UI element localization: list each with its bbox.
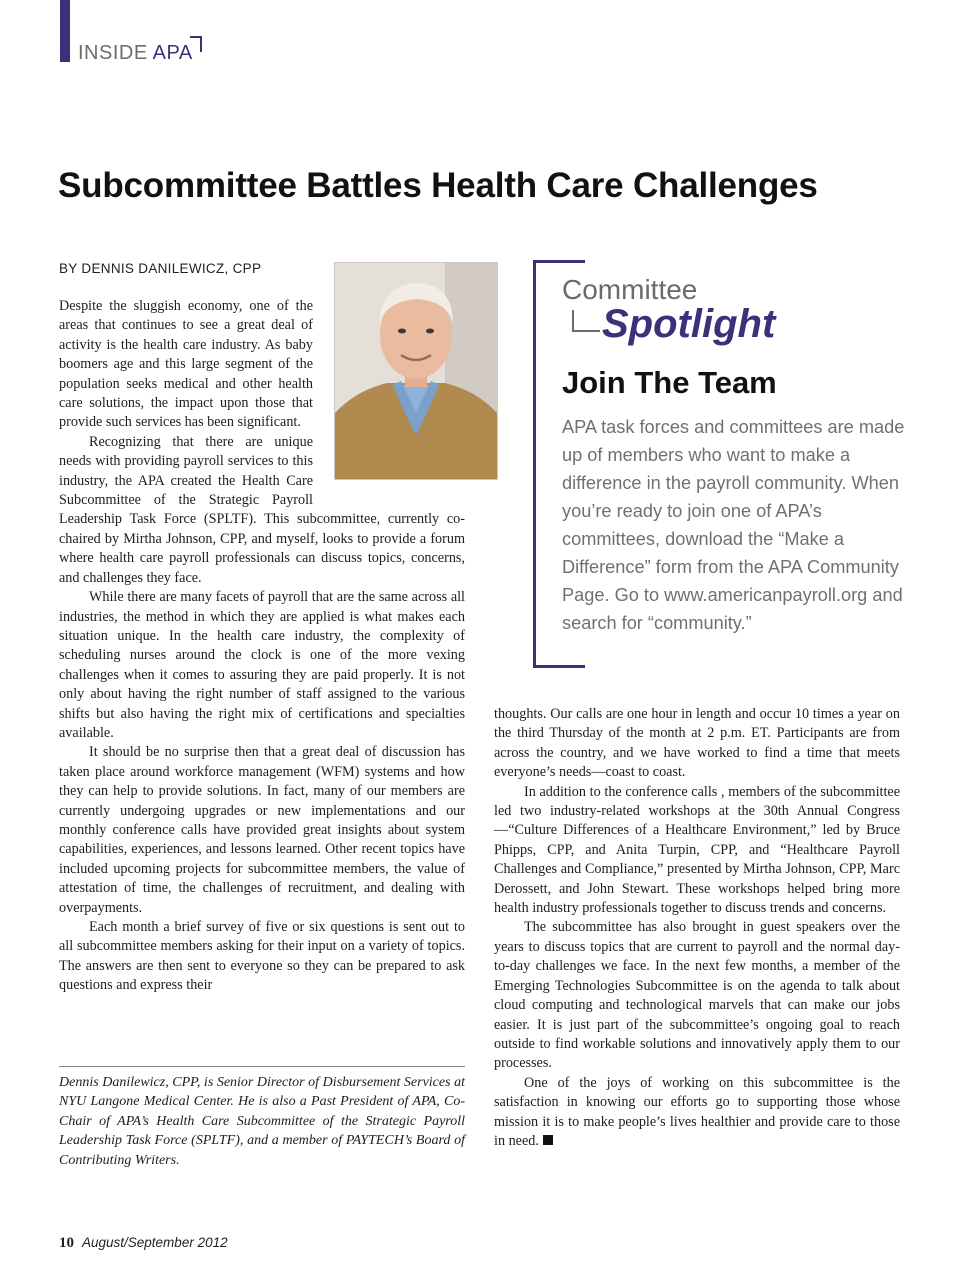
sidebar-title: Join The Team: [562, 365, 777, 400]
page-folio: [59, 1235, 228, 1252]
sidebar-kicker: Committee: [562, 274, 698, 305]
article-column-left: [59, 297, 465, 996]
article-paragraph-text: One of the joys of working on this subcommittee is the satisfaction in knowing our efforts go to supporting those whose mission it is to make people’s lives healthier and provide care to those in need.: [494, 1074, 900, 1149]
article-headline: Subcommittee Battles Health Care Challenges: [58, 166, 818, 205]
section-label-accent: APA: [152, 42, 193, 64]
sidebar-body: APA task forces and committees are made up of members who want to make a difference in the payroll community. When you’re ready to join one of APA’s committees, download the “Make a Difference” form from the APA Community Page. Go to www.americanpayroll.org and search for “community.”: [562, 417, 905, 633]
article-paragraph: The subcommittee has also brought in guest speakers over the years to discuss topics that are current to payroll and the normal day-to-day challenges we face. In the next few months, a member of the Emerging Technologies Subcommittee is on the agenda to talk about cloud computing and technological marvels that can make our jobs easier. It is just part of the subcommittee’s ongoing goal to reach outside to find workable solutions and innovatively apply them to our processes.: [494, 919, 900, 1072]
section-corner-mark: [190, 36, 202, 52]
article-paragraph-final: [494, 1074, 900, 1152]
section-accent-bar: [60, 0, 70, 62]
end-mark-icon: [543, 1135, 553, 1145]
article-column-right: [494, 705, 900, 1151]
photo-wrap-space: [313, 297, 465, 507]
article-paragraph: Recognizing that there are unique needs with providing payroll services to this industry, the APA created the Health Care Subcommittee of the Strategic Payroll Leadership Task Force (SPLTF). This subcommittee, currently co-chaired by Mirtha Johnson, CPP, and myself, looks to provide a forum where health care payroll professionals can discuss topics, concerns, and challenges they face.: [59, 433, 465, 586]
page-number: 10: [59, 1235, 74, 1251]
sidebar-elbow-mark: [572, 310, 600, 332]
article-paragraph: Each month a brief survey of five or six questions is sent out to all subcommittee members asking for their input on a variety of topics. The answers are then sent to everyone so they can be prepared to ask questions and express their: [59, 919, 465, 994]
sidebar-spotlight-label: Spotlight: [602, 302, 776, 346]
author-bio: Dennis Danilewicz, CPP, is Senior Director of Disbursement Services at NYU Langone Medical Center. He is also a Past President of APA, Co-Chair of APA’s Health Care Subcommittee of the Strategic Payroll Leadership Task Force (SPLTF), and a member of PAYTECH’s Board of Contributing Writers.: [59, 1075, 465, 1168]
article-paragraph: While there are many facets of payroll that are the same across all industries, the method in which they are applied is what makes each situation unique. In the health care industry, the complexity of scheduling nurses around the clock is one of the more vexing challenges when it comes to assuring they are paid properly. It is not only about having the right number of staff assigned to the various shifts but also having the right mix of certifications and specialties available.: [59, 589, 465, 741]
bio-divider: [59, 1066, 465, 1067]
article-paragraph: It should be no surprise then that a great deal of discussion has taken place around workforce management (WFM) systems and how they can help to provide solutions. In fact, many of our members are currently undergoing upgrades or new implementations and our monthly conference calls have provided great insights about system capabilities, experiences, and lessons learned. Other recent topics have included upcoming projects for subcommittee members, the value of attestation of time, the challenges of recruitment, and dealing with overpayments.: [59, 744, 465, 916]
article-paragraph: In addition to the conference calls , members of the subcommittee led two industry-related workshops at the 30th Annual Congress—“Culture Differences of a Healthcare Environment,” led by Bruce Phipps, CPP, and Anita Turpin, CPP, and “Healthcare Payroll Challenges and Compliance,” presented by Mirtha Johnson, CPP, Marc Derossett, and John Stewart. These workshops helped bring more health industry professionals together to discuss trends and concerns.: [494, 783, 900, 917]
section-label-prefix: INSIDE: [78, 42, 148, 64]
issue-date: August/September 2012: [82, 1235, 228, 1250]
section-label: [78, 42, 193, 65]
article-paragraph: Despite the sluggish economy, one of the areas that continues to see a great deal of activity is the health care industry. As baby boomers age and this large segment of the population seeks medical and other health care solutions, the impact upon those that provide such services has been significant.: [59, 298, 313, 431]
article-paragraph: thoughts. Our calls are one hour in length and occur 10 times a year on the third Thursday of the month at 2 p.m. ET. Participants are from across the country, and we have worked to find a time that meets everyone’s needs—coast to coast.: [494, 706, 900, 781]
article-byline: BY DENNIS DANILEWICZ, CPP: [59, 261, 262, 276]
